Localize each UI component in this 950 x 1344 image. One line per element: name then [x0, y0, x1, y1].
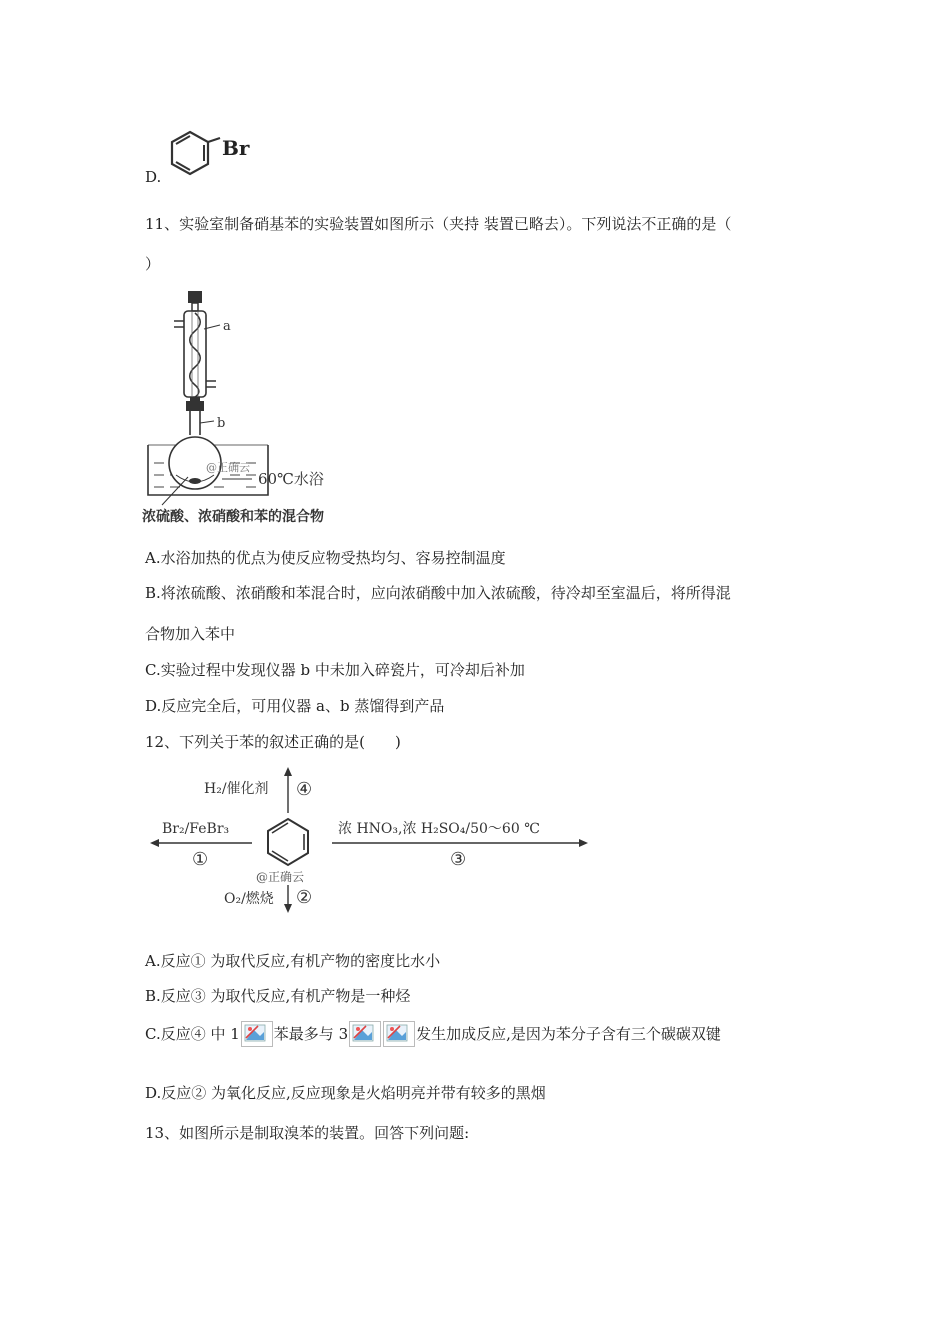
q11-option-b-line1: B.将浓硫酸、浓硝酸和苯混合时，应向浓硝酸中加入浓硫酸，待冷却至室温后，将所得混: [145, 584, 731, 602]
broken-image-icon: [349, 1021, 381, 1047]
q12-option-b: B.反应③ 为取代反应,有机产物是一种烃: [145, 987, 411, 1005]
q13-stem: 13、如图所示是制取溴苯的装置。回答下列问题:: [145, 1124, 470, 1142]
q11-option-c: C.实验过程中发现仪器 b 中未加入碎瓷片，可冷却后补加: [145, 661, 525, 679]
top-num: ④: [296, 779, 313, 800]
q12-option-c-part3: 发生加成反应,是因为苯分子含有三个碳碳双键: [416, 1025, 721, 1043]
q12-option-c-part2: 苯最多与 3: [273, 1025, 349, 1043]
figure-watermark: @正确云: [206, 461, 250, 474]
bath-label: 60℃水浴: [258, 470, 324, 488]
figure-caption: 浓硫酸、浓硝酸和苯的混合物: [142, 509, 324, 525]
q12-option-c: [145, 1021, 721, 1047]
q11-stem-line2: ）: [145, 255, 161, 273]
bottom-num: ②: [296, 887, 313, 908]
q11-option-d: D.反应完全后，可用仪器 a、b 蒸馏得到产品: [145, 697, 445, 715]
scheme-watermark: @正确云: [256, 870, 305, 884]
left-num: ①: [192, 849, 209, 870]
top-reagent: H₂/催化剂: [204, 781, 269, 797]
label-a: a: [223, 319, 231, 334]
broken-image-icon: [383, 1021, 415, 1047]
option-d-label: D.: [145, 168, 162, 186]
q12-stem: 12、下列关于苯的叙述正确的是( ): [145, 733, 401, 751]
nitrobenzene-apparatus-figure: [140, 285, 380, 530]
bromobenzene-structure: [160, 124, 250, 184]
q12-option-a: A.反应① 为取代反应,有机产物的密度比水小: [145, 952, 441, 970]
q11-option-b-line2: 合物加入苯中: [145, 625, 236, 643]
broken-image-icon: [241, 1021, 273, 1047]
q11-stem-line1: 11、实验室制备硝基苯的实验装置如图所示（夹持 装置已略去）。下列说法不正确的是（: [145, 215, 732, 233]
left-reagent: Br₂/FeBr₃: [162, 821, 230, 837]
label-b: b: [217, 416, 226, 431]
q12-option-d: D.反应② 为氧化反应,反应现象是火焰明亮并带有较多的黑烟: [145, 1084, 546, 1102]
q12-option-c-part1: C.反应④ 中 1: [145, 1025, 240, 1043]
right-num: ③: [450, 849, 467, 870]
q11-option-a: A.水浴加热的优点为使反应物受热均匀、容易控制温度: [145, 549, 506, 567]
bottom-reagent: O₂/燃烧: [224, 891, 274, 907]
benzene-reaction-scheme: [140, 765, 600, 915]
right-reagent: 浓 HNO₃,浓 H₂SO₄/50～60 ℃: [338, 821, 540, 837]
br-label: Br: [222, 136, 250, 160]
